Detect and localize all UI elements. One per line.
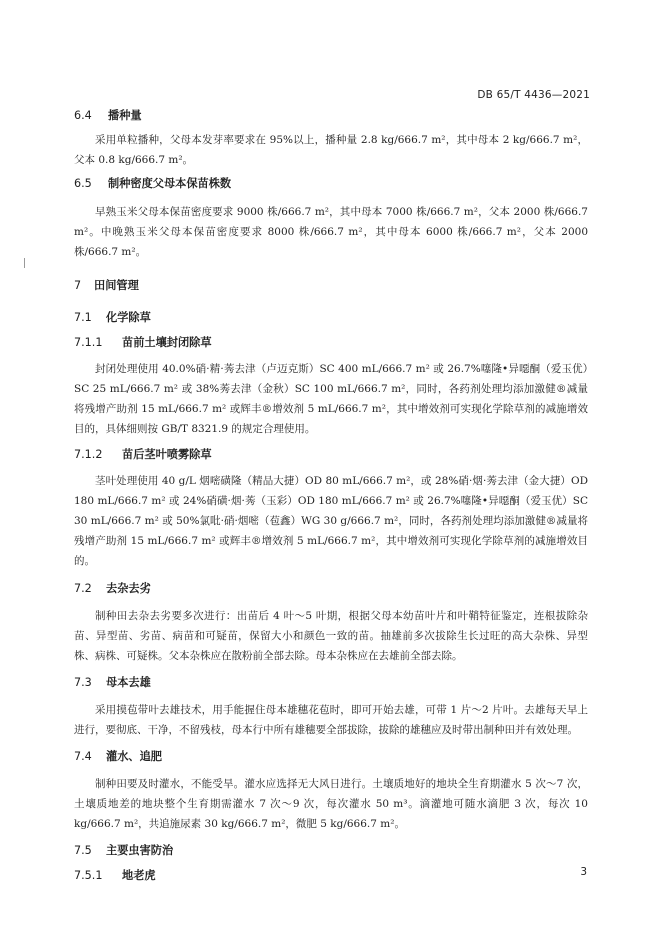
section-number: 6.5 xyxy=(74,177,92,190)
section-title: 地老虎 xyxy=(122,869,156,882)
section-heading xyxy=(74,675,588,691)
section-number: 7.1.2 xyxy=(74,448,103,461)
section-title: 去杂去劣 xyxy=(106,582,151,595)
subsection-heading xyxy=(74,335,588,351)
paragraph: 制种田要及时灌水，不能受旱。灌水应选择无大风日进行。土壤质地好的地块全生育期灌水 5 次～7 次，土壤质地差的地块整个生育期需灌水 7 次～9 次，每次灌水 50 m³。滴灌地可随水滴肥 3 次，每次 10 kg/666.7 m²，共追施尿素 30 kg/666.7 m²，微肥 5 kg/666.7 m²。 xyxy=(74,778,588,830)
section-number: 7 xyxy=(74,279,82,292)
paragraph: 封闭处理使用 40.0%硝·精·莠去津（卢迈克斯）SC 400 mL/666.7 m² 或 26.7%噻隆•异噁酮（爱玉优）SC 25 mL/666.7 m² 或 38%莠去津（金秋）SC 100 mL/666.7 m²，同时，各药剂处理均添加激健®减量将残增产助剂 15 mL/666.7 m² 或辉丰®增效剂 5 mL/666.7 m²，其中增效剂可实现化学除草剂的减施增效目的，具体细则按 GB/T 8321.9 的规定合理使用。 xyxy=(74,363,588,435)
section-heading xyxy=(74,581,588,597)
section-number: 7.1.1 xyxy=(74,336,103,349)
section-number: 7.5 xyxy=(74,844,92,857)
section-number: 7.1 xyxy=(74,311,92,324)
section-title: 苗前土壤封闭除草 xyxy=(122,336,212,349)
section-title: 主要虫害防治 xyxy=(106,844,174,857)
paragraph: 茎叶处理使用 40 g/L 烟嘧磺隆（精品大捷）OD 80 mL/666.7 m²，或 28%硝·烟·莠去津（金大捷）OD 180 mL/666.7 m² 或 24%硝磺·烟·莠（玉彩）OD 180 mL/666.7 m² 或 26.7%噻隆•异噁酮（爱玉优）SC 30 mL/666.7 m² 或 50%氯吡·硝·烟嘧（苞鑫）WG 30 g/666.7 m²，同时，各药剂处理均添加激健®减量将残增产助剂 15 mL/666.7 m² 或辉丰®增效剂 5 mL/666.7 m²，其中增效剂可实现化学除草剂的减施增效目的。 xyxy=(74,475,588,567)
paragraph: 制种田去杂去劣要多次进行：出苗后 4 叶～5 叶期，根据父母本幼苗叶片和叶鞘特征鉴定，连根拔除杂苗、异型苗、劣苗、病苗和可疑苗，保留大小和颜色一致的苗。抽雄前多次拔除生长过旺的高大杂株、异型株、病株、可疑株。父本杂株应在散粉前全部去除。母本杂株应在去雄前全部去除。 xyxy=(74,610,588,662)
chapter-heading xyxy=(74,278,588,294)
section-heading xyxy=(74,176,588,192)
subsection-heading xyxy=(74,868,588,884)
standard-code: DB 65/T 4436—2021 xyxy=(477,89,590,101)
section-heading xyxy=(74,843,588,859)
section-heading xyxy=(74,749,588,765)
document-body xyxy=(74,108,588,884)
section-number: 7.2 xyxy=(74,582,92,595)
margin-mark xyxy=(24,258,25,268)
section-title: 母本去雄 xyxy=(106,676,151,689)
section-title: 制种密度父母本保苗株数 xyxy=(108,177,232,190)
section-title: 田间管理 xyxy=(94,279,139,292)
subsection-heading xyxy=(74,447,588,463)
paragraph: 采用摸苞带叶去雄技术，用手能握住母本雄穗花苞时，即可开始去雄，可带 1 片～2 片叶。去雄每天早上进行，要彻底、干净，不留残枝，母本行中所有雄穗要全部拔除，拔除的雄穗应及时带出制种田并有效处理。 xyxy=(74,704,588,736)
section-number: 7.4 xyxy=(74,750,92,763)
section-number: 7.3 xyxy=(74,676,92,689)
section-title: 化学除草 xyxy=(106,311,151,324)
page-number: 3 xyxy=(580,866,587,878)
section-heading xyxy=(74,310,588,326)
paragraph: 采用单粒播种，父母本发芽率要求在 95%以上，播种量 2.8 kg/666.7 m²，其中母本 2 kg/666.7 m²，父本 0.8 kg/666.7 m²。 xyxy=(74,134,588,166)
section-heading xyxy=(74,108,588,124)
section-title: 灌水、追肥 xyxy=(106,750,162,763)
section-title: 苗后茎叶喷雾除草 xyxy=(122,448,212,461)
section-number: 6.4 xyxy=(74,109,92,122)
paragraph: 早熟玉米父母本保苗密度要求 9000 株/666.7 m²，其中母本 7000 株/666.7 m²，父本 2000 株/666.7 m²。中晚熟玉米父母本保苗密度要求 8000 株/666.7 m²，其中母本 6000 株/666.7 m²，父本 2000 株/666.7 m²。 xyxy=(74,206,588,258)
section-title: 播种量 xyxy=(108,109,142,122)
section-number: 7.5.1 xyxy=(74,869,103,882)
